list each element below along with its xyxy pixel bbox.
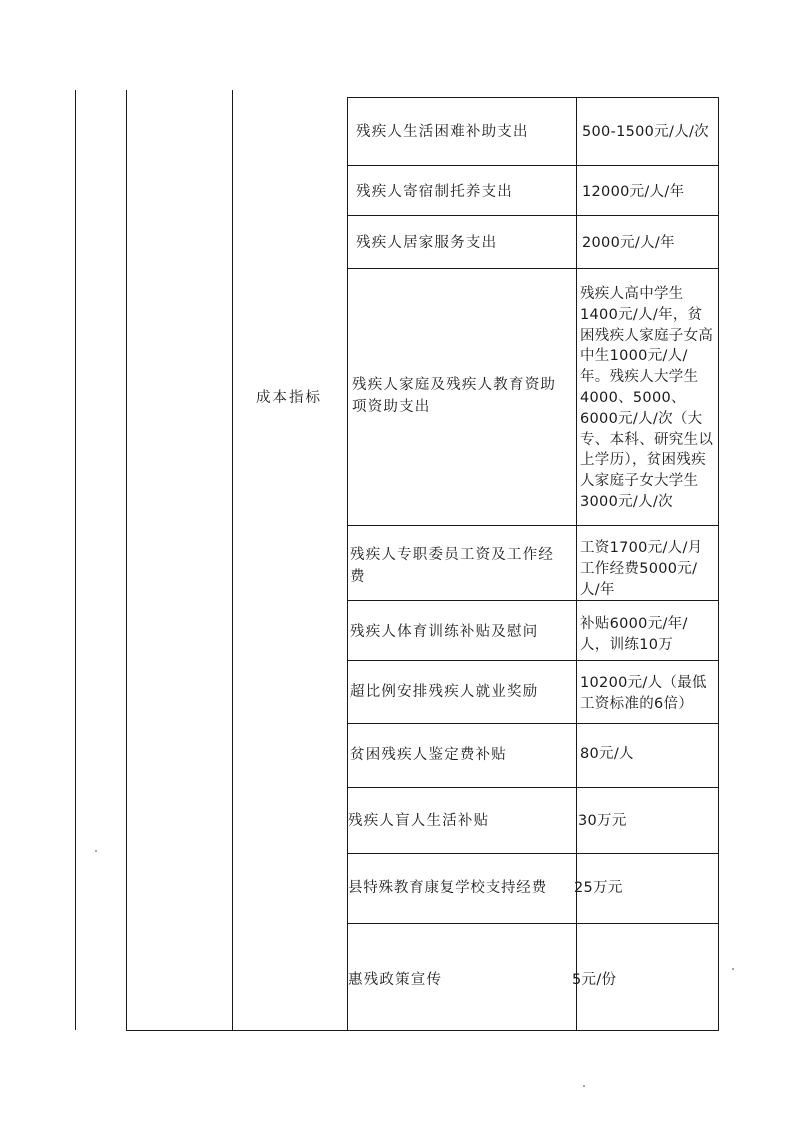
table-border-right	[718, 97, 719, 1030]
item-cell: 残疾人体育训练补贴及慰问	[350, 624, 539, 640]
value-cell: 5元/份	[572, 972, 617, 988]
item-cell: 残疾人居家服务支出	[356, 235, 498, 251]
value-cell: 工资1700元/人/月工作经费5000元/人/年	[580, 540, 703, 598]
item-cell: 残疾人专职委员工资及工作经费	[350, 547, 555, 585]
value-cell: 500-1500元/人/次	[582, 124, 709, 140]
table-column-divider-2	[232, 90, 233, 1030]
item-cell: 残疾人家庭及残疾人教育资助项资助支出	[352, 377, 557, 415]
scan-speck	[732, 968, 734, 970]
row-border	[347, 215, 719, 216]
value-cell: 30万元	[578, 813, 627, 829]
scan-speck	[583, 1085, 585, 1087]
item-cell: 残疾人盲人生活补贴	[348, 813, 490, 829]
row-border	[347, 268, 719, 269]
item-cell: 残疾人寄宿制托养支出	[356, 184, 513, 200]
row-border	[347, 787, 719, 788]
value-cell: 残疾人高中学生1400元/人/年，贫困残疾人家庭子女高中生1000元/人/年。残疾人大学生4000、5000、6000元/人/次（大专、本科、研究生以上学历），贫困残疾人家庭子女大学生3000元/人/次	[580, 286, 714, 510]
row-border	[347, 525, 719, 526]
item-cell: 惠残政策宣传	[348, 972, 443, 988]
row-border	[347, 660, 719, 661]
value-cell: 补贴6000元/年/人，训练10万	[580, 616, 688, 653]
table-border-left	[75, 90, 76, 1030]
row-border	[347, 723, 719, 724]
item-cell: 贫困残疾人鉴定费补贴	[350, 747, 507, 763]
row-border	[347, 97, 719, 98]
value-cell: 25万元	[574, 880, 623, 896]
value-cell: 12000元/人/年	[582, 184, 685, 200]
row-border	[347, 165, 719, 166]
table-border-bottom	[126, 1030, 719, 1031]
row-border	[347, 853, 719, 854]
item-cell: 残疾人生活困难补助支出	[356, 124, 529, 140]
category-label: 成本指标	[256, 390, 322, 406]
value-cell: 2000元/人/年	[582, 235, 675, 251]
scan-speck	[95, 850, 97, 852]
table-column-divider-1	[126, 90, 127, 1030]
item-cell: 县特殊教育康复学校支持经费	[348, 880, 547, 896]
item-cell: 超比例安排残疾人就业奖励	[350, 684, 539, 700]
row-border	[347, 923, 719, 924]
value-cell: 10200元/人（最低工资标准的6倍）	[580, 675, 707, 712]
value-cell: 80元/人	[580, 746, 634, 762]
